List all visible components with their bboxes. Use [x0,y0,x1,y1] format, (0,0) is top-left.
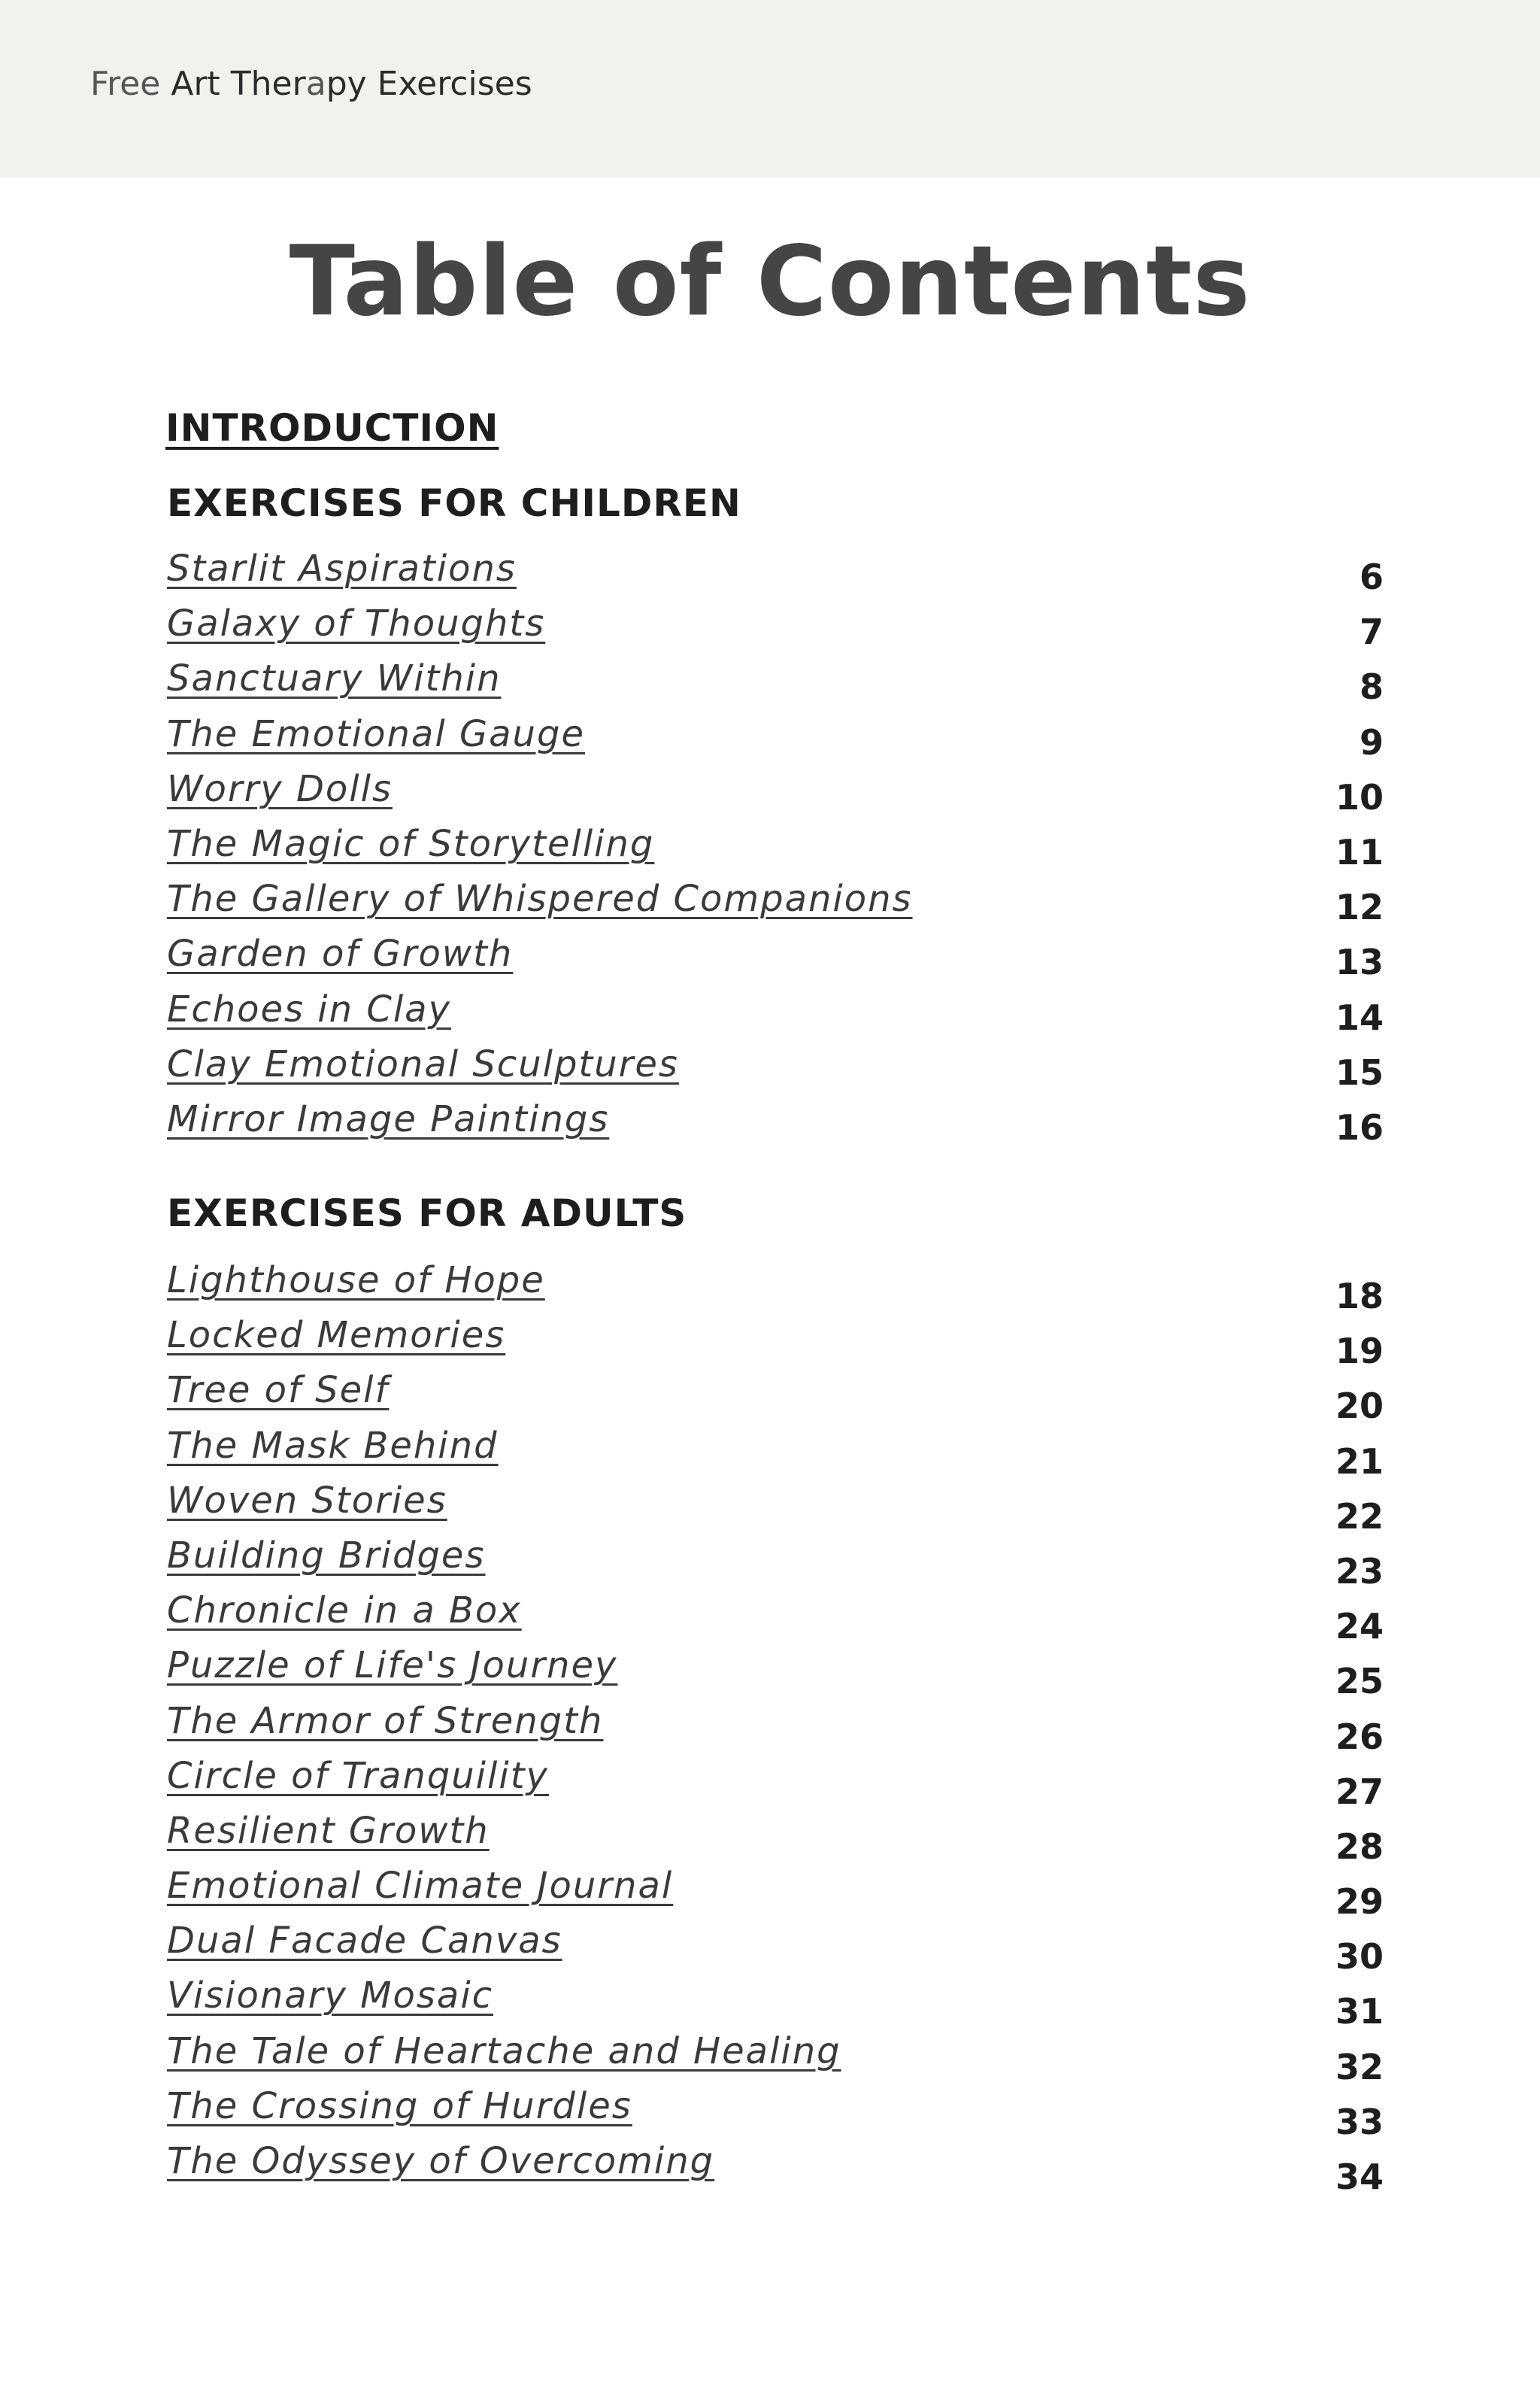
toc-entry-link[interactable]: Echoes in Clay [167,988,451,1030]
toc-entry [167,1810,1384,1865]
toc-entry-link[interactable]: Chronicle in a Box [167,1589,522,1632]
toc-entry-link[interactable]: The Tale of Heartache and Healing [167,2029,841,2072]
toc-entry [167,1043,1384,1098]
toc-entry-link[interactable]: Visionary Mosaic [167,1974,494,2017]
toc-page-number: 30 [1335,1936,1384,1978]
adults-section-heading: EXERCISES FOR ADULTS [167,1191,687,1235]
toc-entry [167,1534,1384,1592]
toc-entry-link[interactable]: Lighthouse of Hope [167,1259,545,1301]
toc-entry [167,1644,1384,1702]
toc-entry [167,988,1384,1043]
toc-entry [167,1259,1384,1314]
toc-page-number: 31 [1335,1991,1384,2032]
toc-entry [167,1755,1384,1810]
children-toc-list [167,548,1384,1153]
toc-page-number: 32 [1335,2046,1384,2087]
toc-page-number: 12 [1335,887,1384,928]
toc-entry-link[interactable]: Circle of Tranquility [167,1754,549,1797]
toc-entry-link[interactable]: Locked Memories [167,1314,506,1357]
toc-entry [167,878,1384,933]
toc-entry-link[interactable]: The Odyssey of Overcoming [167,2140,715,2182]
toc-page-number: 9 [1359,721,1384,763]
toc-entry [167,2030,1384,2085]
toc-entry-link[interactable]: The Magic of Storytelling [167,822,655,865]
toc-entry-link[interactable]: Galaxy of Thoughts [167,603,546,645]
toc-page-number: 19 [1335,1331,1384,1372]
toc-entry-link[interactable]: Garden of Growth [167,933,514,976]
toc-page-number: 10 [1335,776,1384,818]
brand-py: py [326,65,377,103]
toc-entry [167,657,1384,712]
toc-page-number: 16 [1335,1106,1384,1148]
toc-entry-link[interactable]: The Mask Behind [167,1424,499,1467]
toc-entry [167,933,1384,988]
brand-a: a [305,65,326,103]
toc-page-number: 8 [1359,666,1384,708]
toc-page-number: 26 [1335,1716,1384,1757]
toc-page-number: 27 [1335,1771,1384,1812]
toc-entry [167,2140,1384,2195]
children-section-heading: EXERCISES FOR CHILDREN [167,481,741,525]
toc-entry [167,1700,1384,1755]
toc-page-number: 15 [1335,1052,1384,1093]
toc-page-number: 24 [1335,1606,1384,1647]
toc-entry [167,823,1384,878]
toc-page-number: 33 [1335,2101,1384,2142]
toc-entry-link[interactable]: Dual Facade Canvas [167,1920,562,1962]
toc-entry [167,2085,1384,2140]
toc-entry-link[interactable]: Tree of Self [167,1369,390,1412]
toc-page-number: 7 [1359,612,1384,653]
toc-entry [167,713,1384,768]
brand-exercises: Exercises [377,65,532,103]
toc-entry-link[interactable]: Worry Dolls [167,767,393,810]
toc-page-number: 25 [1335,1661,1384,1702]
toc-entry-link[interactable]: The Crossing of Hurdles [167,2084,632,2127]
toc-entry-link[interactable]: Mirror Image Paintings [167,1097,610,1140]
toc-entry-link[interactable]: Building Bridges [167,1534,486,1577]
toc-entry-link[interactable]: The Emotional Gauge [167,712,585,755]
site-brand[interactable] [90,65,532,103]
adults-toc-list [167,1259,1384,2195]
toc-entry [167,548,1384,603]
toc-page-number: 28 [1335,1826,1384,1867]
header-bar [0,0,1540,178]
toc-entry-link[interactable]: Starlit Aspirations [167,548,517,590]
toc-entry [167,1865,1384,1923]
toc-entry [167,1589,1384,1647]
toc-entry-link[interactable]: The Armor of Strength [167,1699,604,1742]
toc-page-number: 14 [1335,997,1384,1038]
toc-entry-link[interactable]: Woven Stories [167,1479,447,1522]
toc-entry [167,1920,1384,1978]
toc-page-number: 11 [1335,831,1384,873]
toc-entry-link[interactable]: Sanctuary Within [167,657,502,700]
toc-entry [167,603,1384,657]
toc-entry-link[interactable]: Puzzle of Life's Journey [167,1644,618,1687]
toc-entry [167,1098,1384,1153]
toc-page-number: 29 [1335,1881,1384,1923]
toc-page-number: 21 [1335,1440,1384,1482]
toc-page-number: 20 [1335,1386,1384,1427]
brand-art-ther: Art Ther [171,65,306,103]
introduction-link[interactable]: INTRODUCTION [165,406,499,450]
toc-entry [167,1479,1384,1537]
toc-page-number: 6 [1359,557,1384,597]
page-title: Table of Contents [289,226,1251,338]
toc-entry-link[interactable]: Clay Emotional Sculptures [167,1043,679,1085]
toc-entry [167,1974,1384,2032]
toc-page-number: 18 [1335,1276,1384,1316]
brand-free: Free [90,65,171,103]
toc-entry [167,768,1384,823]
toc-entry-link[interactable]: Resilient Growth [167,1809,490,1852]
toc-entry-link[interactable]: The Gallery of Whispered Companions [167,878,913,921]
toc-page-number: 13 [1335,942,1384,983]
toc-entry [167,1314,1384,1372]
toc-page-number: 23 [1335,1550,1384,1592]
toc-entry [167,1425,1384,1480]
toc-page-number: 22 [1335,1495,1384,1537]
toc-page-number: 34 [1335,2157,1384,2197]
toc-entry-link[interactable]: Emotional Climate Journal [167,1865,674,1908]
toc-entry [167,1369,1384,1427]
